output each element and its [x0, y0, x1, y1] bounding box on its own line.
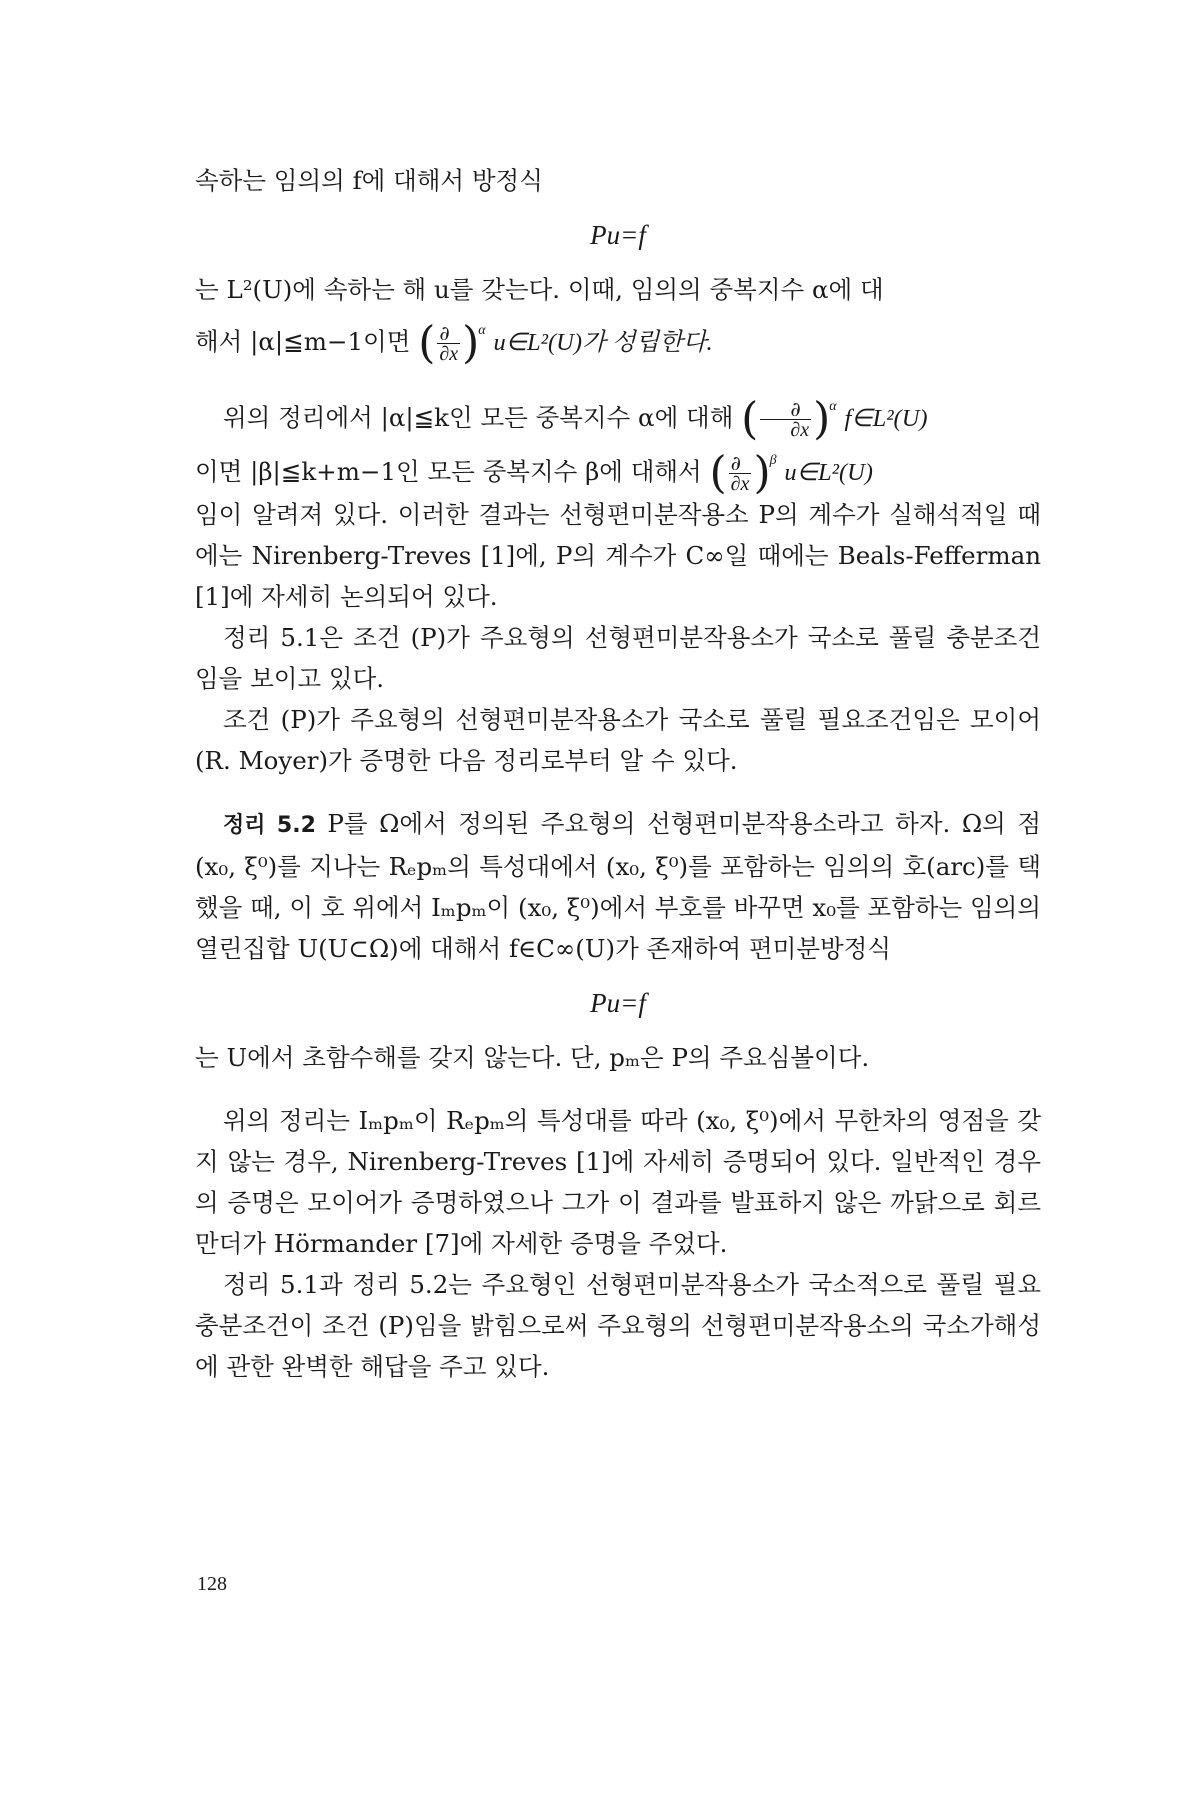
partial-fraction: [437, 323, 460, 364]
para2-line2: [195, 440, 1041, 499]
exponent-alpha: α: [829, 399, 837, 414]
para3: 정리 5.1은 조건 (P)가 주요형의 선형편미분작용소가 국소로 풀릴 충분조건임을 보이고 있다.: [195, 623, 1041, 693]
para1-line3-pre: 해서 |α|≦m−1이면: [195, 327, 411, 356]
left-paren: (: [418, 317, 436, 369]
para1-line1: 속하는 임의의 f에 대해서 방정식: [195, 166, 543, 195]
theorem-after: 는 U에서 초함수해를 갖지 않는다. 단, pₘ은 P의 주요심볼이다.: [195, 1043, 870, 1072]
theorem-text: P를 Ω에서 정의된 주요형의 선형편미분작용소라고 하자. Ω의 점 (x₀, ξ⁰)를 지나는 Rₑpₘ의 특성대에서 (x₀, ξ⁰)를 포함하는 임의의 호(arc)를 택했을 때, 이 호 위에서 Iₘpₘ이 (x₀, ξ⁰)에서 부호를 바꾸면 x₀를 포함하는 임의의 열린집합 U(U⊂Ω)에 대해서 f∈C∞(U)가 존재하여 편미분방정식: [195, 809, 1041, 963]
para4: 조건 (P)가 주요형의 선형편미분작용소가 국소로 풀릴 필요조건임은 모이어(R. Moyer)가 증명한 다음 정리로부터 알 수 있다.: [195, 705, 1041, 775]
fraction-denominator: ∂x: [439, 343, 459, 365]
exponent-alpha: α: [478, 323, 486, 338]
para1-line2: 는 L²(U)에 속하는 해 u를 갖는다. 이때, 임의의 중복지수 α에 대: [195, 275, 884, 304]
fraction-numerator: ∂: [729, 453, 752, 474]
para2-line1: [195, 386, 1041, 445]
para2-line1-post: f∈L²(U): [844, 405, 928, 432]
theorem-label: 정리 5.2: [223, 813, 316, 838]
para2-line1-pre: 위의 정리에서 |α|≦k인 모든 중복지수 α에 대해: [223, 403, 734, 432]
right-paren: ): [753, 447, 771, 499]
para1-line3: [195, 310, 1041, 369]
partial-fraction: [760, 399, 811, 440]
para2-line2-post: u∈L²(U): [784, 459, 873, 486]
para2-line2-pre: 이면 |β|≦k+m−1인 모든 중복지수 β에 대해서: [195, 457, 702, 486]
partial-fraction: [729, 453, 752, 494]
para2-rest: 임이 알려져 있다. 이러한 결과는 선형편미분작용소 P의 계수가 실해석적일 때에는 Nirenberg-Treves [1]에, P의 계수가 C∞일 때에는 Beals-Fefferman [1]에 자세히 논의되어 있다.: [195, 500, 1041, 611]
equation-1: Pu=f: [590, 220, 646, 250]
left-paren: (: [741, 393, 759, 445]
page-number: 128: [197, 1573, 227, 1595]
para6: 정리 5.1과 정리 5.2는 주요형인 선형편미분작용소가 국소적으로 풀릴 필요충분조건이 조건 (P)임을 밝힘으로써 주요형의 선형편미분작용소의 국소가해성에 관한 완벽한 해답을 주고 있다.: [195, 1270, 1041, 1381]
exponent-beta: β: [769, 453, 777, 468]
para1-line3-post: u∈L²(U)가 성립한다.: [493, 329, 713, 356]
fraction-denominator: ∂x: [790, 419, 810, 441]
theorem-5-2: [195, 803, 1041, 969]
para5: 위의 정리는 Iₘpₘ이 Rₑpₘ의 특성대를 따라 (x₀, ξ⁰)에서 무한차의 영점을 갖지 않는 경우, Nirenberg-Treves [1]에 자세히 증명되어 있다. 일반적인 경우의 증명은 모이어가 증명하였으나 그가 이 결과를 발표하지 않은 까닭으로 회르만더가 Hörmander [7]에 자세한 증명을 주었다.: [195, 1106, 1041, 1258]
right-paren: ): [462, 317, 480, 369]
left-paren: (: [709, 447, 727, 499]
right-paren: ): [813, 393, 831, 445]
fraction-numerator: ∂: [437, 323, 460, 344]
fraction-numerator: ∂: [760, 399, 811, 420]
fraction-denominator: ∂x: [730, 473, 750, 495]
page-body: [195, 160, 1041, 1387]
equation-2: Pu=f: [590, 988, 646, 1018]
